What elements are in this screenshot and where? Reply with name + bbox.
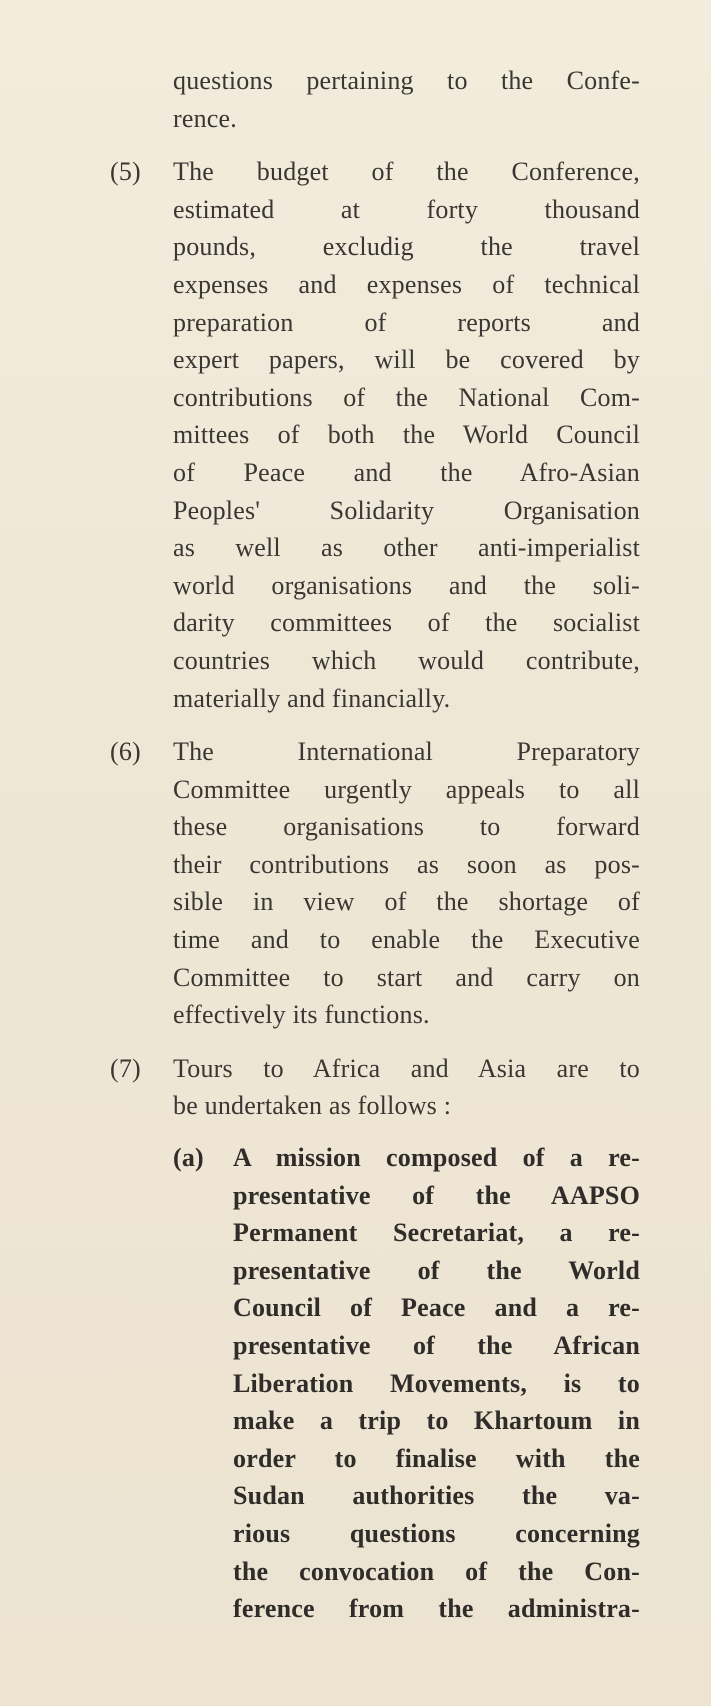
text-line: materially and financially.	[173, 683, 451, 713]
text-line: the convocation of the Con-	[233, 1556, 640, 1586]
text-line: mittees of both the World Council	[173, 420, 640, 450]
text-line: Committee urgently appeals to all	[173, 774, 640, 804]
text-line: their contributions as soon as pos-	[173, 849, 640, 879]
text-line: of Peace and the Afro-Asian	[173, 457, 640, 487]
text-line: presentative of the African	[233, 1331, 640, 1360]
text-line: questions pertaining to the Confe-	[173, 66, 640, 95]
item-number: (5)	[110, 157, 141, 187]
text-line: time and to enable the Executive	[173, 925, 640, 955]
text-line: ference from the administra-	[233, 1594, 640, 1624]
text-line: darity committees of the socialist	[173, 608, 640, 638]
text-line: sible in view of the shortage of	[173, 887, 640, 917]
text-line: Permanent Secretariat, a re-	[233, 1218, 640, 1248]
text-line: Committee to start and carry on	[173, 962, 640, 992]
text-line: A mission composed of a re-	[233, 1143, 640, 1173]
text-line: preparation of reports and	[173, 307, 640, 337]
text-line: expert papers, will be covered by	[173, 345, 640, 375]
text-line: Tours to Africa and Asia are to	[173, 1053, 640, 1083]
text-line: Liberation Movements, is to	[233, 1368, 640, 1398]
text-line: The International Preparatory	[173, 737, 640, 767]
intro-paragraph	[110, 62, 640, 137]
text-line: Council of Peace and a re-	[233, 1293, 640, 1323]
item-number: (6)	[110, 737, 141, 767]
item-5	[110, 153, 640, 717]
item-7	[110, 1050, 640, 1628]
text-line: these organisations to forward	[173, 812, 640, 842]
item-number: (7)	[110, 1053, 141, 1083]
text-line: presentative of the AAPSO	[233, 1180, 640, 1210]
text-line: rence.	[173, 103, 237, 133]
text-line: effectively its functions.	[173, 1000, 430, 1030]
text-line: be undertaken as follows :	[173, 1091, 452, 1121]
text-line: world organisations and the soli-	[173, 570, 640, 600]
text-line: rious questions concerning	[233, 1518, 640, 1548]
text-line: presentative of the World	[233, 1255, 640, 1285]
text-line: as well as other anti-imperialist	[173, 533, 640, 563]
text-line: Sudan authorities the va-	[233, 1481, 640, 1511]
item-7a	[173, 1139, 640, 1628]
document-text	[110, 62, 640, 1644]
text-line: estimated at forty thousand	[173, 194, 640, 224]
text-line: make a trip to Khartoum in	[233, 1406, 640, 1436]
text-line: contributions of the National Com-	[173, 382, 640, 412]
text-line: expenses and expenses of technical	[173, 269, 640, 299]
item-6	[110, 733, 640, 1034]
text-line: order to finalise with the	[233, 1443, 640, 1473]
text-line: The budget of the Conference,	[173, 157, 640, 187]
text-line: Peoples' Solidarity Organisation	[173, 495, 640, 525]
sub-item-number: (a)	[173, 1143, 204, 1173]
text-line: pounds, excludig the travel	[173, 232, 640, 262]
text-line: countries which would contribute,	[173, 645, 640, 675]
